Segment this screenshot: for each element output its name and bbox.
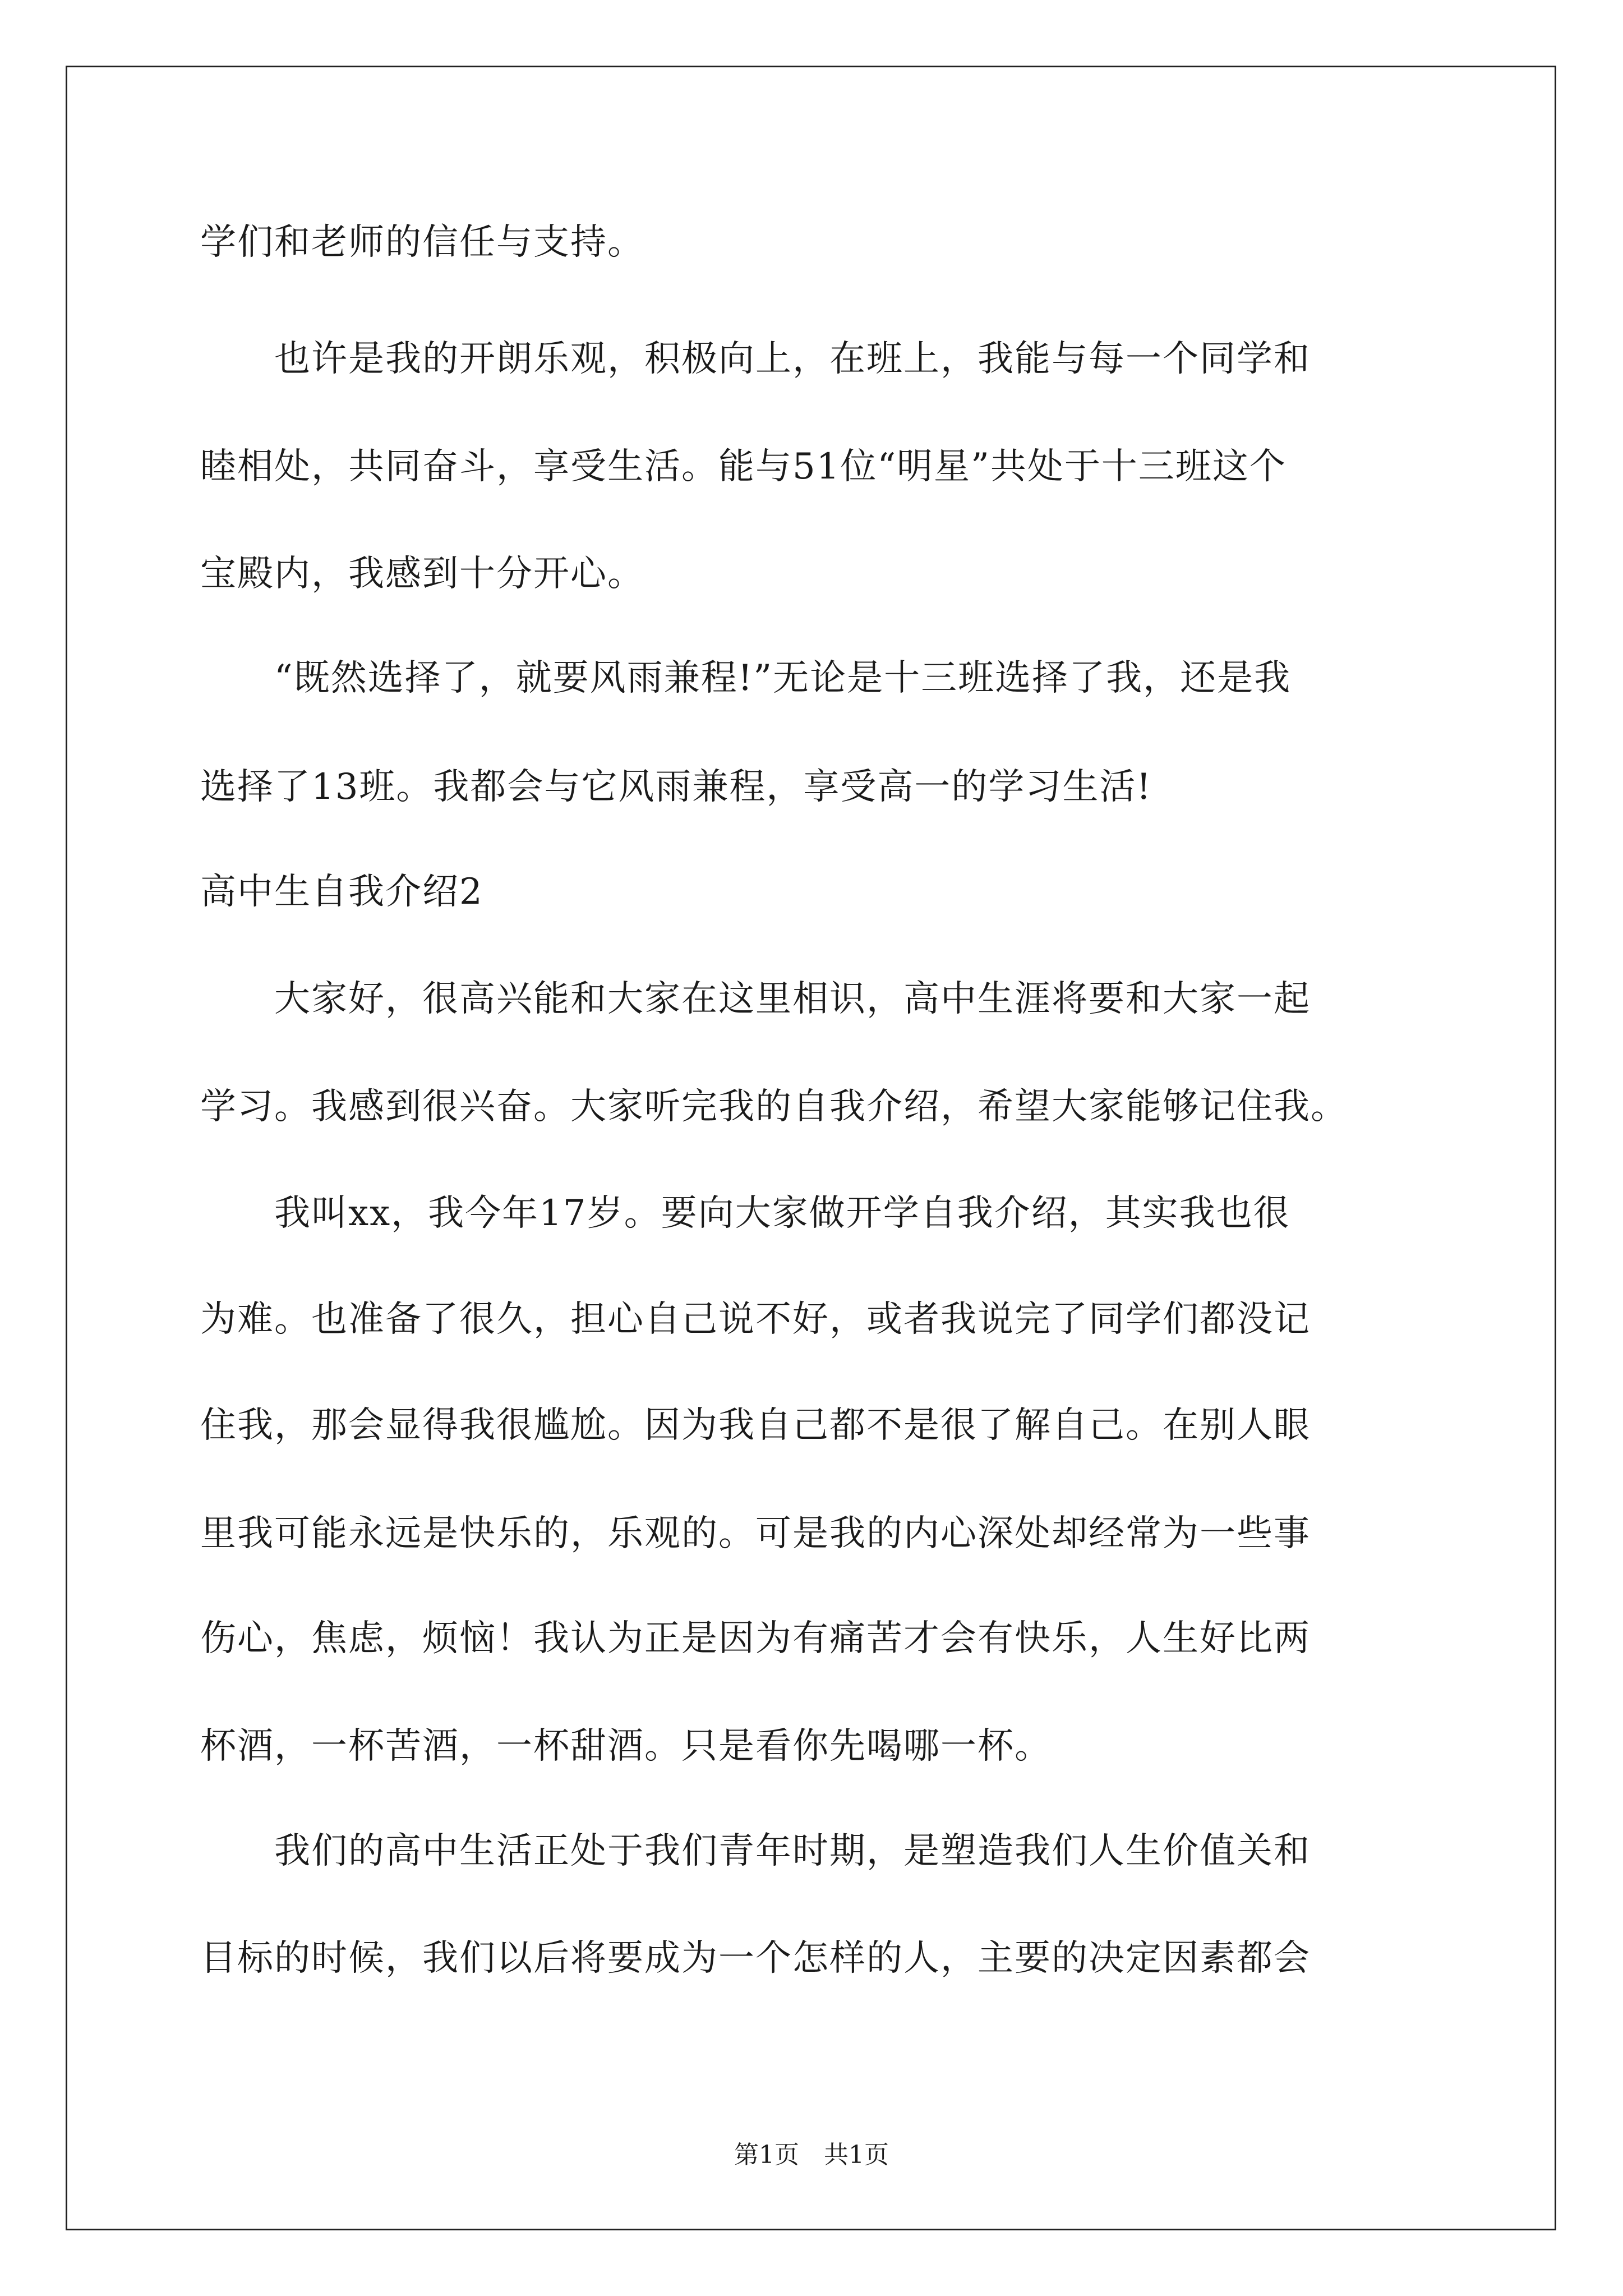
text-line: 住我，那会显得我很尴尬。因为我自己都不是很了解自己。在别人眼 <box>200 1405 1311 1446</box>
text-line: 宝殿内，我感到十分开心。 <box>200 553 644 595</box>
text-line: 伤心，焦虑，烦恼！我认为正是因为有痛苦才会有快乐，人生好比两 <box>200 1618 1311 1659</box>
text-line: 大家好，很高兴能和大家在这里相识，高中生涯将要和大家一起 <box>200 978 1311 1020</box>
text-line: 也许是我的开朗乐观，积极向上，在班上，我能与每一个同学和 <box>200 338 1311 380</box>
text-line: 里我可能永远是快乐的，乐观的。可是我的内心深处却经常为一些事 <box>200 1513 1311 1554</box>
text-line: 学们和老师的信任与支持。 <box>200 222 644 263</box>
page-footer <box>0 2143 1623 2168</box>
page-number: 第1页 共1页 <box>734 2141 889 2169</box>
text-line: “既然选择了，就要风雨兼程!”无论是十三班选择了我，还是我 <box>200 657 1292 699</box>
text-line: 目标的时候，我们以后将要成为一个怎样的人，主要的决定因素都会 <box>200 1938 1311 1979</box>
text-line: 睦相处，共同奋斗，享受生活。能与51位“明星”共处于十三班这个 <box>200 446 1287 487</box>
text-line: 我叫xx，我今年17岁。要向大家做开学自我介绍，其实我也很 <box>200 1193 1290 1234</box>
section-heading: 高中生自我介绍2 <box>200 871 483 913</box>
text-line: 为难。也准备了很久，担心自己说不好，或者我说完了同学们都没记 <box>200 1299 1311 1340</box>
text-line: 选择了13班。我都会与它风雨兼程，享受高一的学习生活! <box>200 766 1152 808</box>
text-line: 学习。我感到很兴奋。大家听完我的自我介绍，希望大家能够记住我。 <box>200 1086 1348 1128</box>
text-line: 杯酒，一杯苦酒，一杯甜酒。只是看你先喝哪一杯。 <box>200 1726 1052 1767</box>
page-border <box>66 66 1556 2230</box>
text-line: 我们的高中生活正处于我们青年时期，是塑造我们人生价值关和 <box>200 1830 1311 1872</box>
